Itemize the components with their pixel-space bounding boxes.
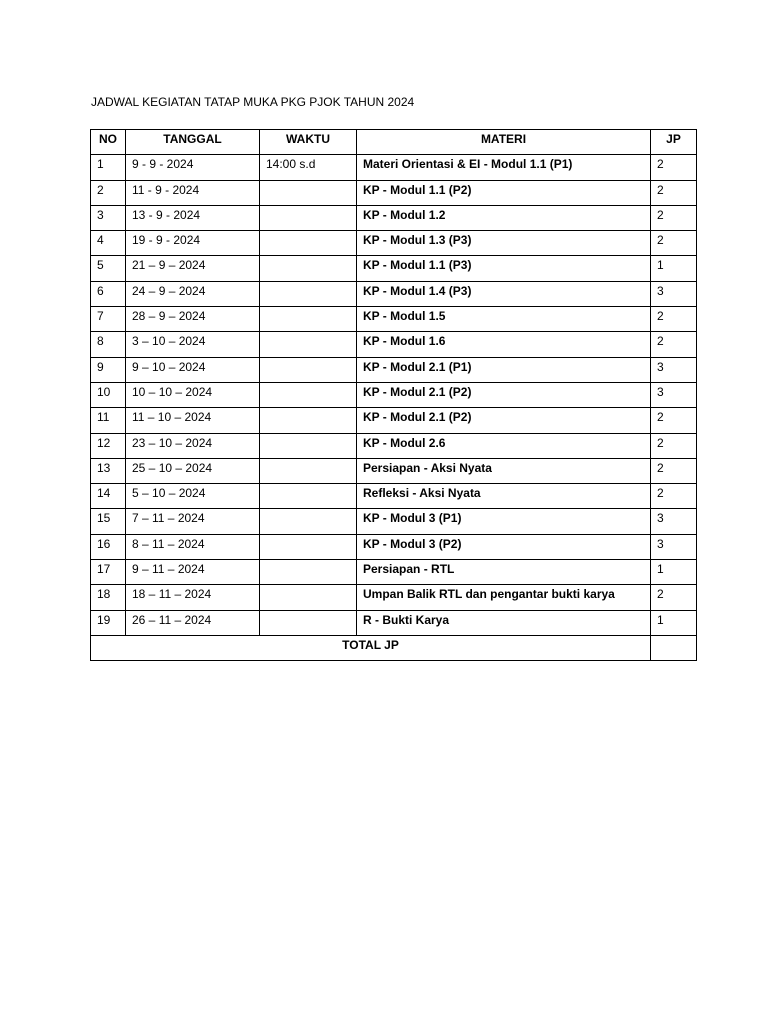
cell-no: 15 bbox=[91, 509, 126, 534]
cell-no: 1 bbox=[91, 155, 126, 180]
cell-waktu bbox=[260, 205, 357, 230]
cell-no: 2 bbox=[91, 180, 126, 205]
cell-tanggal: 9 - 9 - 2024 bbox=[126, 155, 260, 180]
cell-jp: 2 bbox=[651, 585, 697, 610]
cell-waktu bbox=[260, 231, 357, 256]
cell-jp: 2 bbox=[651, 307, 697, 332]
cell-waktu bbox=[260, 256, 357, 281]
cell-waktu bbox=[260, 560, 357, 585]
cell-tanggal: 10 – 10 – 2024 bbox=[126, 382, 260, 407]
cell-jp: 2 bbox=[651, 231, 697, 256]
cell-materi: R - Bukti Karya bbox=[357, 610, 651, 635]
cell-tanggal: 19 - 9 - 2024 bbox=[126, 231, 260, 256]
cell-materi: Persiapan - Aksi Nyata bbox=[357, 458, 651, 483]
cell-jp: 1 bbox=[651, 610, 697, 635]
cell-jp: 2 bbox=[651, 458, 697, 483]
table-row bbox=[91, 433, 697, 458]
cell-jp: 1 bbox=[651, 256, 697, 281]
cell-jp: 1 bbox=[651, 560, 697, 585]
table-row bbox=[91, 610, 697, 635]
cell-jp: 2 bbox=[651, 332, 697, 357]
cell-tanggal: 5 – 10 – 2024 bbox=[126, 484, 260, 509]
cell-materi: KP - Modul 1.1 (P3) bbox=[357, 256, 651, 281]
cell-materi: KP - Modul 2.1 (P2) bbox=[357, 408, 651, 433]
cell-tanggal: 3 – 10 – 2024 bbox=[126, 332, 260, 357]
cell-no: 6 bbox=[91, 281, 126, 306]
cell-tanggal: 11 – 10 – 2024 bbox=[126, 408, 260, 433]
cell-no: 16 bbox=[91, 534, 126, 559]
cell-waktu bbox=[260, 408, 357, 433]
header-no: NO bbox=[91, 130, 126, 155]
cell-no: 3 bbox=[91, 205, 126, 230]
table-row bbox=[91, 357, 697, 382]
cell-tanggal: 18 – 11 – 2024 bbox=[126, 585, 260, 610]
table-row bbox=[91, 458, 697, 483]
cell-waktu bbox=[260, 307, 357, 332]
cell-tanggal: 8 – 11 – 2024 bbox=[126, 534, 260, 559]
cell-tanggal: 9 – 11 – 2024 bbox=[126, 560, 260, 585]
cell-no: 14 bbox=[91, 484, 126, 509]
cell-no: 11 bbox=[91, 408, 126, 433]
cell-materi: Umpan Balik RTL dan pengantar bukti karya bbox=[357, 585, 651, 610]
cell-waktu bbox=[260, 332, 357, 357]
header-jp: JP bbox=[651, 130, 697, 155]
cell-jp: 3 bbox=[651, 509, 697, 534]
cell-jp: 2 bbox=[651, 433, 697, 458]
header-tanggal: TANGGAL bbox=[126, 130, 260, 155]
cell-waktu bbox=[260, 382, 357, 407]
cell-waktu bbox=[260, 357, 357, 382]
cell-waktu bbox=[260, 610, 357, 635]
cell-jp: 3 bbox=[651, 534, 697, 559]
total-row bbox=[91, 635, 697, 660]
cell-waktu bbox=[260, 484, 357, 509]
cell-no: 7 bbox=[91, 307, 126, 332]
cell-materi: Materi Orientasi & EI - Modul 1.1 (P1) bbox=[357, 155, 651, 180]
cell-tanggal: 13 - 9 - 2024 bbox=[126, 205, 260, 230]
cell-materi: KP - Modul 1.3 (P3) bbox=[357, 231, 651, 256]
cell-no: 12 bbox=[91, 433, 126, 458]
cell-waktu bbox=[260, 433, 357, 458]
cell-tanggal: 28 – 9 – 2024 bbox=[126, 307, 260, 332]
cell-no: 10 bbox=[91, 382, 126, 407]
header-waktu: WAKTU bbox=[260, 130, 357, 155]
header-materi: MATERI bbox=[357, 130, 651, 155]
cell-tanggal: 26 – 11 – 2024 bbox=[126, 610, 260, 635]
cell-jp: 2 bbox=[651, 180, 697, 205]
cell-materi: KP - Modul 3 (P1) bbox=[357, 509, 651, 534]
cell-tanggal: 21 – 9 – 2024 bbox=[126, 256, 260, 281]
cell-tanggal: 11 - 9 - 2024 bbox=[126, 180, 260, 205]
table-row bbox=[91, 408, 697, 433]
table-header-row bbox=[91, 130, 697, 155]
table-row bbox=[91, 382, 697, 407]
cell-materi: Persiapan - RTL bbox=[357, 560, 651, 585]
cell-no: 8 bbox=[91, 332, 126, 357]
cell-jp: 2 bbox=[651, 484, 697, 509]
cell-tanggal: 23 – 10 – 2024 bbox=[126, 433, 260, 458]
cell-materi: KP - Modul 1.4 (P3) bbox=[357, 281, 651, 306]
cell-waktu bbox=[260, 509, 357, 534]
cell-no: 19 bbox=[91, 610, 126, 635]
table-row bbox=[91, 256, 697, 281]
cell-materi: KP - Modul 3 (P2) bbox=[357, 534, 651, 559]
cell-waktu bbox=[260, 180, 357, 205]
cell-jp: 3 bbox=[651, 281, 697, 306]
cell-materi: KP - Modul 1.5 bbox=[357, 307, 651, 332]
table-row bbox=[91, 560, 697, 585]
cell-materi: KP - Modul 2.1 (P2) bbox=[357, 382, 651, 407]
cell-no: 13 bbox=[91, 458, 126, 483]
cell-tanggal: 24 – 9 – 2024 bbox=[126, 281, 260, 306]
table-row bbox=[91, 205, 697, 230]
table-row bbox=[91, 307, 697, 332]
document-title: JADWAL KEGIATAN TATAP MUKA PKG PJOK TAHUN 2024 bbox=[91, 95, 415, 109]
cell-jp: 3 bbox=[651, 357, 697, 382]
cell-materi: KP - Modul 1.1 (P2) bbox=[357, 180, 651, 205]
cell-jp: 2 bbox=[651, 205, 697, 230]
cell-waktu bbox=[260, 281, 357, 306]
table-row bbox=[91, 332, 697, 357]
cell-materi: KP - Modul 1.2 bbox=[357, 205, 651, 230]
table-row bbox=[91, 180, 697, 205]
table-row bbox=[91, 484, 697, 509]
cell-waktu bbox=[260, 534, 357, 559]
cell-jp: 2 bbox=[651, 155, 697, 180]
cell-no: 9 bbox=[91, 357, 126, 382]
cell-tanggal: 7 – 11 – 2024 bbox=[126, 509, 260, 534]
cell-tanggal: 25 – 10 – 2024 bbox=[126, 458, 260, 483]
table-row bbox=[91, 585, 697, 610]
table-row bbox=[91, 155, 697, 180]
cell-materi: KP - Modul 1.6 bbox=[357, 332, 651, 357]
cell-materi: Refleksi - Aksi Nyata bbox=[357, 484, 651, 509]
cell-materi: KP - Modul 2.6 bbox=[357, 433, 651, 458]
cell-no: 5 bbox=[91, 256, 126, 281]
cell-materi: KP - Modul 2.1 (P1) bbox=[357, 357, 651, 382]
cell-waktu bbox=[260, 458, 357, 483]
table-body bbox=[91, 155, 697, 636]
table-row bbox=[91, 534, 697, 559]
cell-no: 4 bbox=[91, 231, 126, 256]
cell-jp: 3 bbox=[651, 382, 697, 407]
cell-tanggal: 9 – 10 – 2024 bbox=[126, 357, 260, 382]
cell-jp: 2 bbox=[651, 408, 697, 433]
table-row bbox=[91, 509, 697, 534]
table-row bbox=[91, 281, 697, 306]
schedule-table bbox=[90, 129, 697, 661]
cell-no: 18 bbox=[91, 585, 126, 610]
cell-waktu bbox=[260, 585, 357, 610]
cell-waktu: 14:00 s.d bbox=[260, 155, 357, 180]
cell-no: 17 bbox=[91, 560, 126, 585]
total-label: TOTAL JP bbox=[91, 635, 651, 660]
total-value bbox=[651, 635, 697, 660]
table-row bbox=[91, 231, 697, 256]
